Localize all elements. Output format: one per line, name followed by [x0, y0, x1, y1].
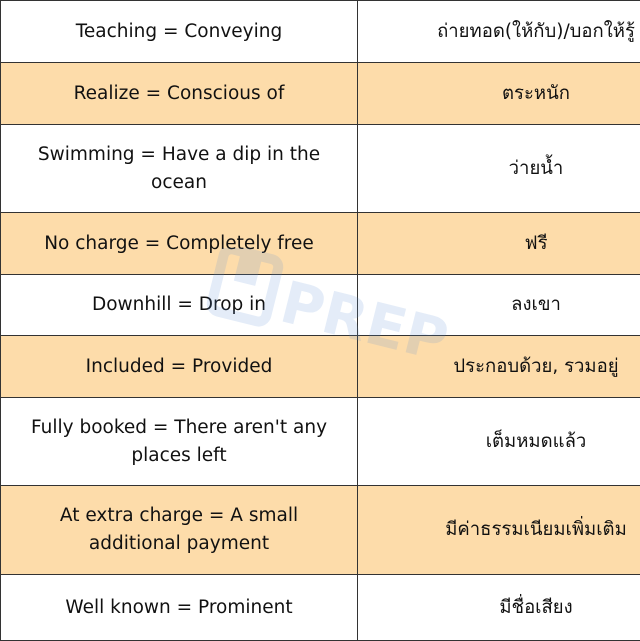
table-row: [1, 398, 640, 486]
thai-translation-cell: ฟรี: [358, 213, 640, 275]
table-row: [1, 125, 640, 213]
english-term-cell: Well known = Prominent: [1, 575, 358, 641]
table-row: [1, 213, 640, 275]
english-term-cell: At extra charge = A small additional payment: [1, 486, 358, 575]
english-term-cell: Included = Provided: [1, 336, 358, 398]
table-row: [1, 275, 640, 336]
thai-translation-cell: เต็มหมดแล้ว: [358, 398, 640, 486]
thai-translation-cell: มีค่าธรรมเนียมเพิ่มเติม: [358, 486, 640, 575]
english-term-cell: Realize = Conscious of: [1, 63, 358, 125]
english-term-cell: Teaching = Conveying: [1, 1, 358, 63]
english-term-cell: Swimming = Have a dip in the ocean: [1, 125, 358, 213]
thai-translation-cell: ตระหนัก: [358, 63, 640, 125]
table-row: [1, 575, 640, 641]
table-row: [1, 336, 640, 398]
thai-translation-cell: ว่ายน้ำ: [358, 125, 640, 213]
vocabulary-table-body: [1, 1, 640, 641]
english-term-cell: Downhill = Drop in: [1, 275, 358, 336]
table-row: [1, 63, 640, 125]
thai-translation-cell: ลงเขา: [358, 275, 640, 336]
english-term-cell: Fully booked = There aren't any places left: [1, 398, 358, 486]
thai-translation-cell: ประกอบด้วย, รวมอยู่: [358, 336, 640, 398]
english-term-cell: No charge = Completely free: [1, 213, 358, 275]
table-row: [1, 1, 640, 63]
thai-translation-cell: ถ่ายทอด(ให้กับ)/บอกให้รู้: [358, 1, 640, 63]
thai-translation-cell: มีชื่อเสียง: [358, 575, 640, 641]
table-row: [1, 486, 640, 575]
